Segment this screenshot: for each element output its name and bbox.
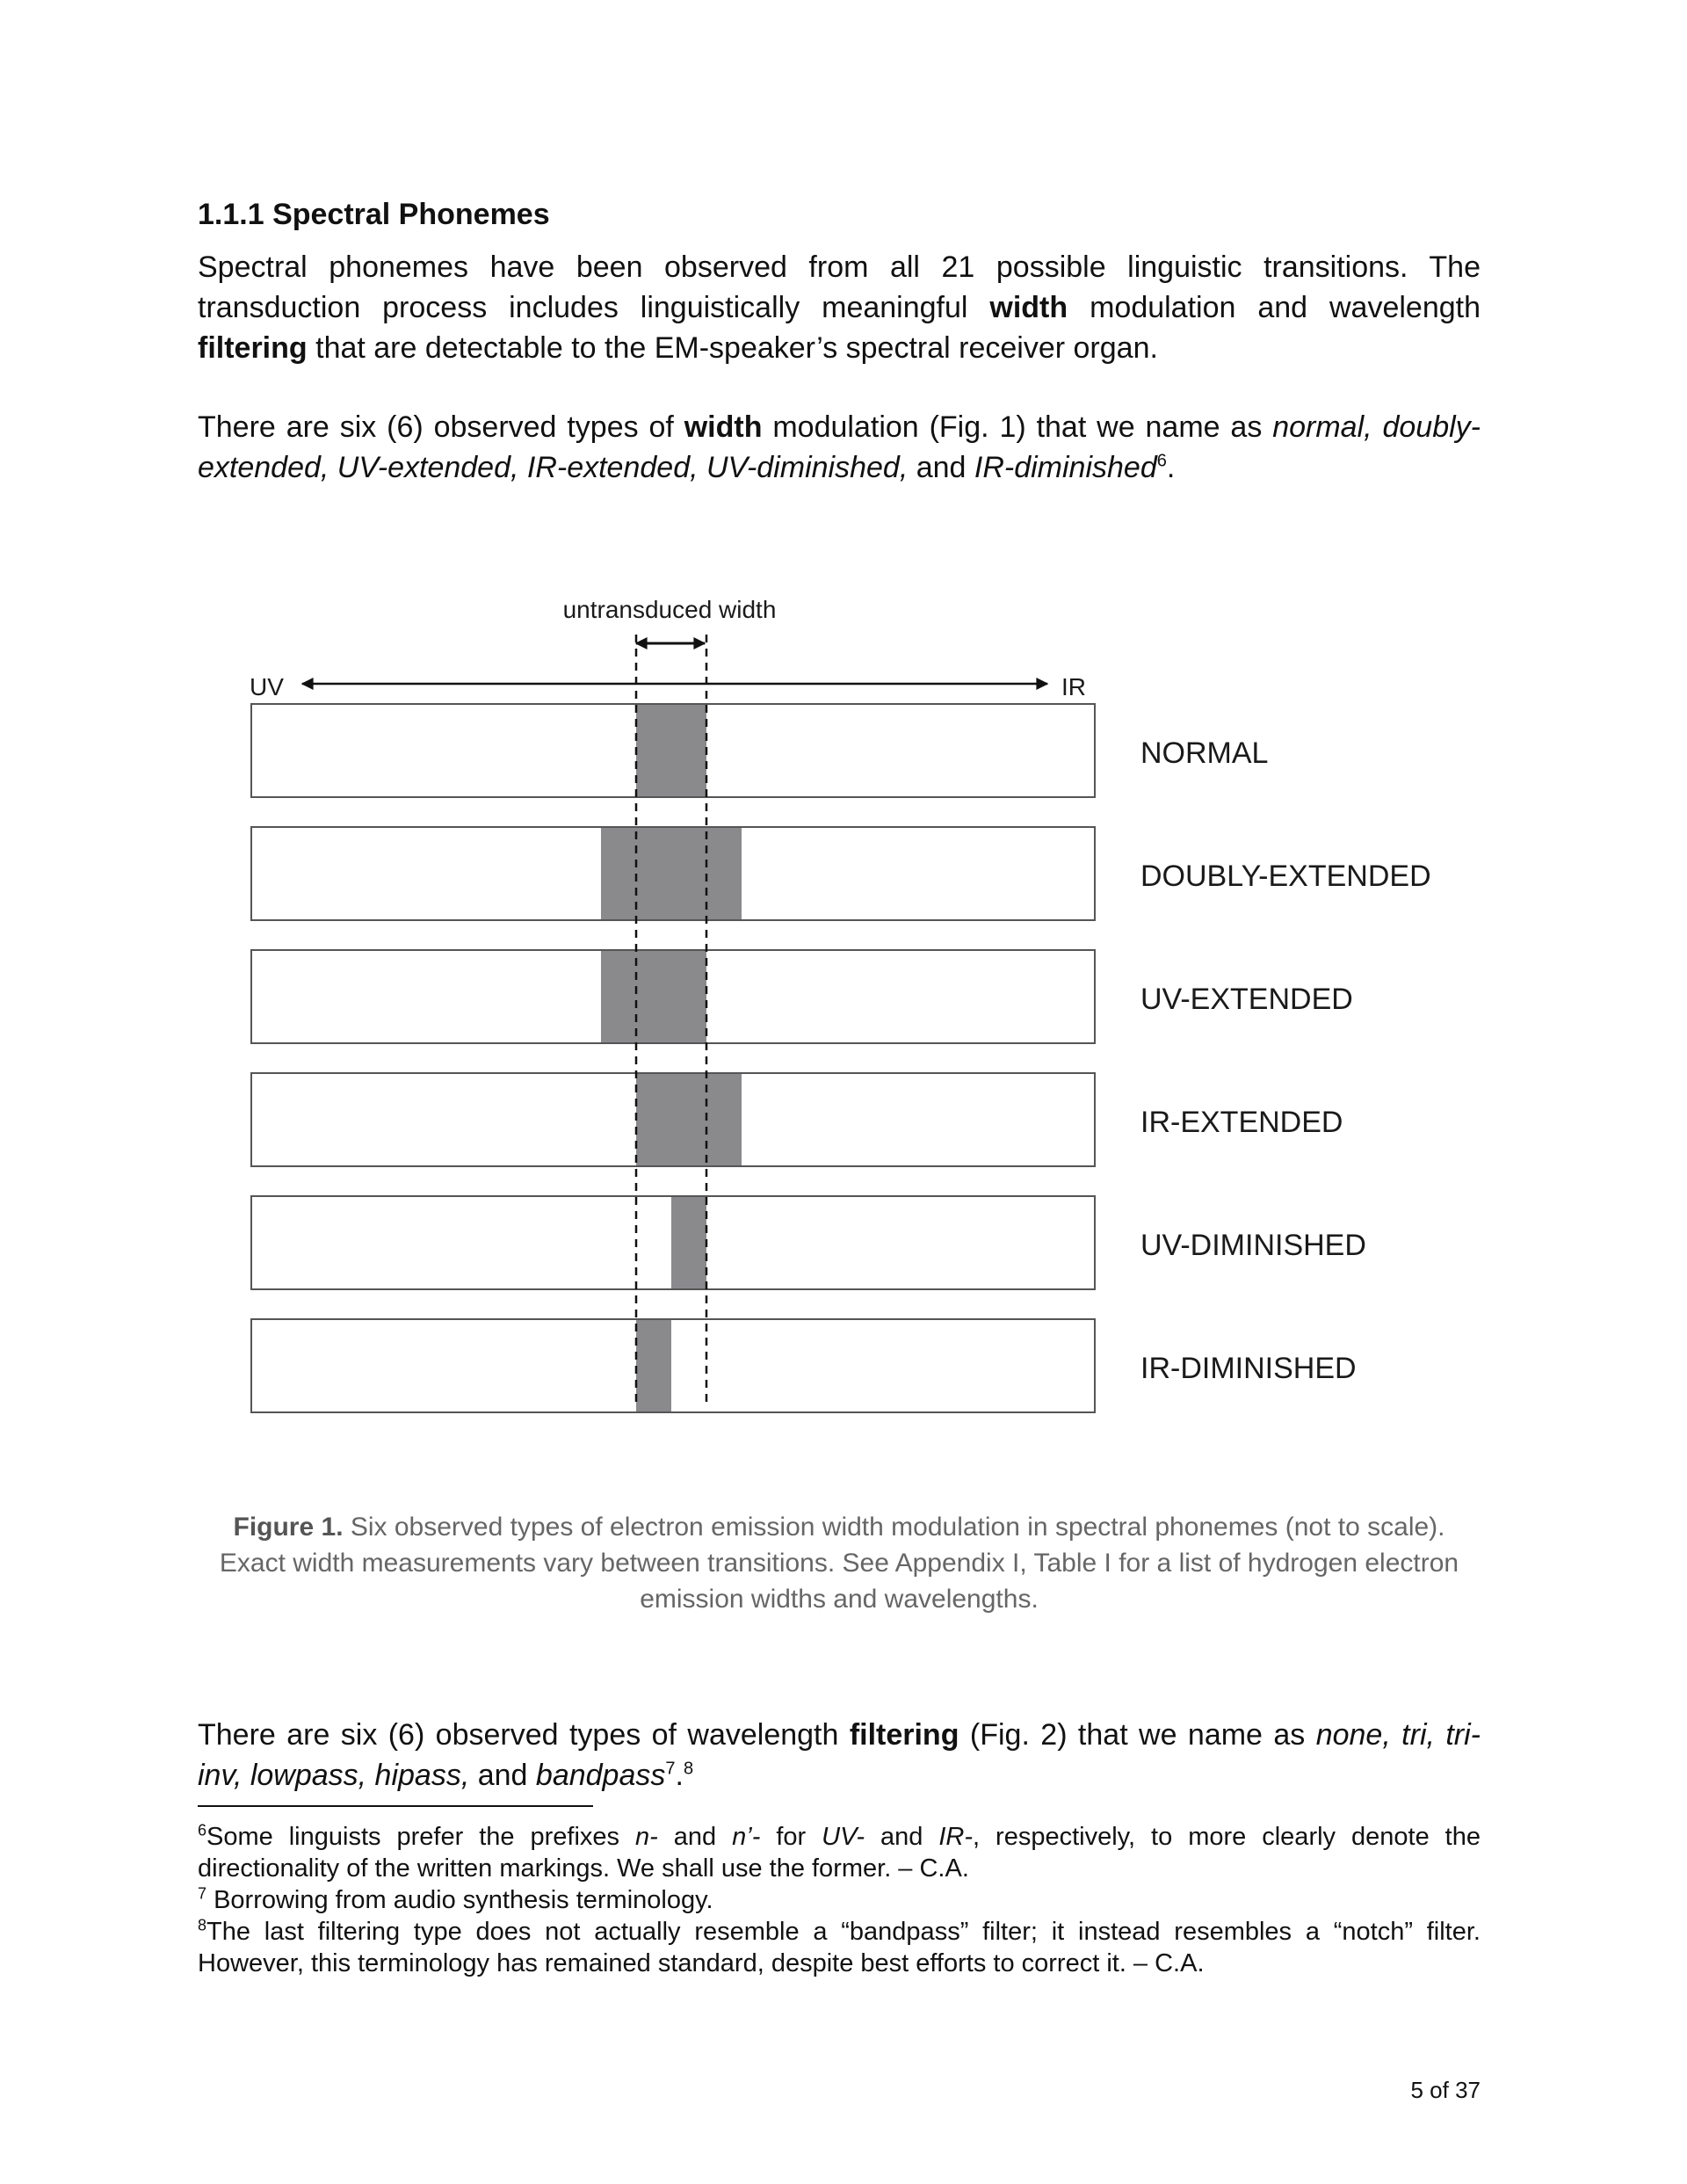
- row-label-normal: NORMAL: [1140, 736, 1269, 770]
- figure-caption: [198, 1509, 1481, 1617]
- term-width: width: [989, 291, 1068, 324]
- section-heading: 1.1.1 Spectral Phonemes: [198, 198, 550, 231]
- figure-caption-label: Figure 1.: [233, 1513, 344, 1542]
- emission-band-uv-diminished: [671, 1197, 706, 1288]
- term-width: width: [684, 410, 763, 444]
- figure-caption-text: Six observed types of electron emission width modulation in spectral phonemes (not to scale). Exact width measurements vary between transitions. See Appendix I, Table I for a list of hydrogen electron emission widths and wavelengths.: [219, 1513, 1459, 1614]
- page-number: 5 of 37: [1410, 2077, 1481, 2103]
- filter-type-names: none, tri, tri-inv, lowpass, hipass,: [198, 1718, 1481, 1792]
- width-type-names: normal, doubly-extended, UV-extended, IR-extended, UV-diminished,: [198, 410, 1481, 484]
- row-label-doubly-extended: DOUBLY-EXTENDED: [1140, 860, 1431, 893]
- paragraph-filtering-types: There are six (6) observed types of wavelength filtering (Fig. 2) that we name as none, tri, tri-inv, lowpass, hipass, and bandpass$^7$.$^8$: [198, 1718, 1481, 1792]
- footnote-separator: [198, 1805, 593, 1807]
- row-label-uv-diminished: UV-DIMINISHED: [1140, 1229, 1366, 1262]
- term-filtering: filtering: [849, 1718, 959, 1752]
- untransduced-width-label: untransduced width: [562, 596, 777, 623]
- footnote-ref-8[interactable]: 8: [683, 1759, 694, 1779]
- footnote-7: $^7$ Borrowing from audio synthesis terminology.: [198, 1884, 713, 1914]
- emission-band-ir-diminished: [636, 1320, 671, 1411]
- term-filtering: filtering: [198, 331, 308, 365]
- footnote-ref-7[interactable]: 7: [665, 1759, 676, 1779]
- emission-band-uv-extended: [601, 951, 706, 1042]
- paragraph-intro: Spectral phonemes have been observed from all 21 possible linguistic transitions. The transduction process includes linguistically meaningful width modulation and wavelength filtering that are detectable to the EM-speaker’s spectral receiver organ.: [198, 250, 1481, 365]
- footnote-8: $^8$The last filtering type does not actually resemble a “bandpass” filter; it instead resembles a “notch” filter. However, this terminology has remained standard, despite best efforts to correct it. – C.A.: [198, 1916, 1481, 1977]
- emission-band-doubly-extended: [601, 828, 742, 919]
- figure-width-modulation: [0, 580, 1687, 1424]
- paragraph-width-types: There are six (6) observed types of width modulation (Fig. 1) that we name as normal, doubly-extended, UV-extended, IR-extended, UV-diminished, and IR-diminished$^6$.: [198, 410, 1481, 484]
- footnotes: [198, 1821, 1481, 1979]
- footnote-6: $^6$Some linguists prefer the prefixes n- and n’- for UV- and IR-, respectively, to more clearly denote the directionality of the written markings. We shall use the former. – C.A.: [198, 1821, 1481, 1883]
- row-label-uv-extended: UV-EXTENDED: [1140, 983, 1353, 1016]
- emission-band-normal: [636, 705, 706, 796]
- axis-label-uv: UV: [250, 673, 284, 700]
- axis-label-ir: IR: [1061, 673, 1086, 700]
- spectrum-box-ir-diminished: [251, 1319, 1095, 1412]
- emission-band-ir-extended: [636, 1074, 742, 1165]
- row-label-ir-extended: IR-EXTENDED: [1140, 1106, 1343, 1139]
- row-label-ir-diminished: IR-DIMINISHED: [1140, 1352, 1357, 1385]
- footnote-ref-6[interactable]: 6: [1156, 451, 1167, 471]
